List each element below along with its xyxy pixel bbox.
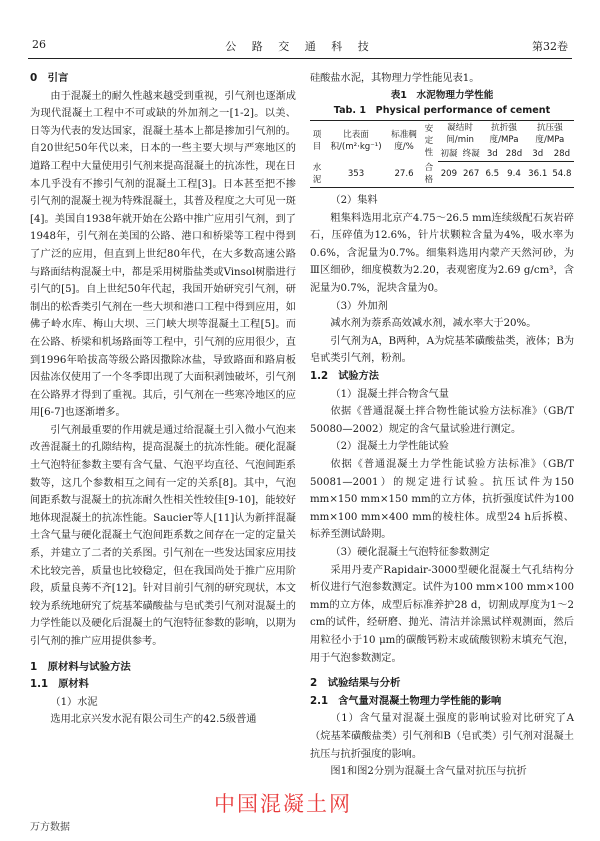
sub-3d: 3d [526,147,550,162]
aggregate-paragraph: 粗集料选用北京产4.75～26.5 mm连续级配石灰岩碎石，压碎值为12.6%，针片状颗粒含量为4%，吸水率为0.6%，含泥量为0.7%。细集料选用内蒙产天然河砂，为Ⅲ区细砂，细度模数为2.20，表观密度为2.69 g/cm³，含泥量为0.7%，泥块含量为0。 [310,212,574,295]
bubble-paragraph: 采用丹麦产Rapidair-3000型硬化混凝土气孔结构分析仪进行气泡参数测定。试件为100 mm×100 mm×100 mm的立方体，成型后标准养护28 d，切割成厚度为1～2 cm的试件，经研磨、抛光、清洁并涂黑试样观测面，然后用粒径小于10 μm的碳酸钙粉末或硫酸钡粉末填充气泡，用于气泡参数测定。 [310,564,574,664]
page-header [28,38,572,54]
section-2-1-heading: 2.1 含气量对混凝土物理力学性能的影响 [310,695,502,707]
results-paragraph-1: （1）含气量对混凝土强度的影响试验对比研究了A（烷基苯磺酸盐类）引气剂和B（皂甙类）引气剂对混凝土抗压与抗折强度的影响。 [310,713,574,760]
page-number: 26 [32,38,46,51]
col-consistency: 标准稠度/% [388,120,420,161]
cement-properties-table [310,120,574,189]
sub-final: 终凝 [460,147,482,162]
table-cell: 水泥 [310,161,324,188]
table-cell: 6.5 [482,161,502,188]
results-paragraph-2: 图1和图2分别为混凝土含气量对抗压与抗折 [330,766,527,778]
sub-28d: 28d [550,147,574,162]
sub-initial: 初凝 [438,147,460,162]
table-cell: 9.4 [502,161,525,188]
table-cell: 209 [438,161,460,188]
section-1-1-heading: 1.1 原材料 [30,679,89,691]
table-cell: 267 [460,161,482,188]
table-cell: 合格 [420,161,438,188]
intro-paragraph-2: 引气剂最重要的作用就是通过给混凝土引入微小气泡来改善混凝土的孔隙结构，提高混凝土的抗冻性能。硬化混凝土气泡特征参数主要有含气量、气泡平均直径、气泡间距系数等，这几个参数相互之间有一定的关系[8]。其中，气泡间距系数与混凝土的抗冻耐久性相关性较佳[9-10]，能较好地体现混凝土的抗冻性能。Saucier等人[11]认为新拌混凝土含气量与硬化混凝土气泡间距系数之间存在一定的定量关系，并建立了二者的关系图。引气剂在一些发达国家应用技术比较完善，质量也比较稳定，但在我国尚处于推广应用阶段，质量良莠不齐[12]。针对目前引气剂的研究现状，本文较为系统地研究了烷基苯磺酸盐与皂甙类引气剂对混凝土的力学性能以及硬化后混凝土的气泡特征参数的影响，以期为引气剂的推广应用提供参考。 [30,424,296,647]
table-cell: 54.8 [550,161,574,188]
col-setting-time: 凝结时间/min [438,120,482,147]
fresh-air-paragraph: 依据《普通混凝土拌合物性能试验方法标准》（GB/T 50080—2002）规定的含气量试验进行测定。 [310,406,574,435]
cement-paragraph: 选用北京兴发水泥有限公司生产的42.5级普通 [50,714,257,726]
subheading-bubble: （3）硬化混凝土气泡特征参数测定 [330,546,490,558]
site-watermark: 中国混凝土网 [214,792,352,816]
header-rule [28,58,572,59]
col-flexural: 抗折强度/MPa [482,120,525,147]
table-cell: 353 [324,161,388,188]
table-caption-en: Tab. 1 Physical performance of cement [333,104,551,116]
journal-title: 公 路 交 通 科 技 [225,40,375,53]
admixture-paragraph-2: 引气剂为A，B两种，A为烷基苯磺酸盐类，液体；B为皂甙类引气剂，粉剂。 [310,335,575,365]
section-1-heading: 1 原材料与试验方法 [30,660,131,673]
mechanical-paragraph: 依据《普通混凝土力学性能试验方法标准》（GB/T 50081—2001）的规定进行试验。抗压试件为150 mm×150 mm×150 mm的立方体，抗折强度试件为100 mm×100 mm×400 mm的棱柱体。成型24 h后拆模、标养至测试龄期。 [310,459,574,541]
subheading-cement: （1）水泥 [50,696,98,708]
subheading-mechanical: （2）混凝土力学性能试验 [330,441,449,453]
sub-28d: 28d [502,147,525,162]
subheading-fresh-air: （1）混凝土拌合物含气量 [330,388,449,400]
table-cell: 27.6 [388,161,420,188]
section-2-heading: 2 试验结果与分析 [310,677,401,690]
section-intro-heading: 0 引言 [30,72,69,84]
left-column [30,70,296,729]
admixture-paragraph-1: 减水剂为萘系高效减水剂，减水率大于20%。 [330,318,537,330]
col-stability: 安定性 [420,120,438,161]
col-surface-area: 比表面积/(m²·kg⁻¹) [324,120,388,161]
subheading-aggregate: （2）集料 [330,195,378,207]
table-cell: 36.1 [526,161,550,188]
subheading-admixture: （3）外加剂 [330,300,388,312]
section-1-2-heading: 1.2 试验方法 [310,371,379,383]
right-column [310,70,574,781]
col-item: 项目 [310,120,324,161]
volume-label: 第32卷 [532,40,568,53]
sub-3d: 3d [482,147,502,162]
table-caption-cn: 表1 水泥物理力学性能 [390,89,494,101]
cement-paragraph-cont: 硅酸盐水泥，其物理力学性能见表1。 [310,73,480,84]
intro-paragraph-1: 由于混凝土的耐久性越来越受到重视，引气剂也逐渐成为现代混凝土工程中不可或缺的外加剂之一[1-2]。以美、日等为代表的发达国家，混凝土基本上都是掺加引气剂的。自20世纪50年代以来，日本的一些主要大坝与严寒地区的道路工程中大量使用引气剂来提高混凝土的抗冻性，现在日本几乎没有不掺引气剂的混凝土工程[3]。日本甚至把不掺引气剂的混凝土视为特殊混凝土，其普及程度之大可见一斑[4]。美国自1938年就开始在公路中推广应用引气剂，到了1948年，引气剂在美国的公路、港口和桥梁等工程中得到了广泛的应用，但直到上世纪80年代，在大多数高速公路与路面结构混凝土中，都是采用树脂盐类或Vinsol树脂进行引气的[5]。自上世纪50年代起，我国开始研究引气剂，研制出的松香类引气剂在一些大坝和港口工程中得到应用，如佛子岭水库、梅山大坝、三门峡大坝等混凝土工程[5]。而在公路、桥梁和机场路面等工程中，引气剂的应用很少，直到1996年哈拔高等级公路因撒除冰盐，导致路面和路肩板因盐冻仅使用了一个冬季即出现了大面积剥蚀破坏，引气剂在公路界才得到了重视。其后，引气剂在一些寒冷地区的应用[6-7]也逐渐增多。 [30,90,296,419]
col-compressive: 抗压强度/MPa [526,120,574,147]
source-label: 万方数据 [30,822,70,833]
